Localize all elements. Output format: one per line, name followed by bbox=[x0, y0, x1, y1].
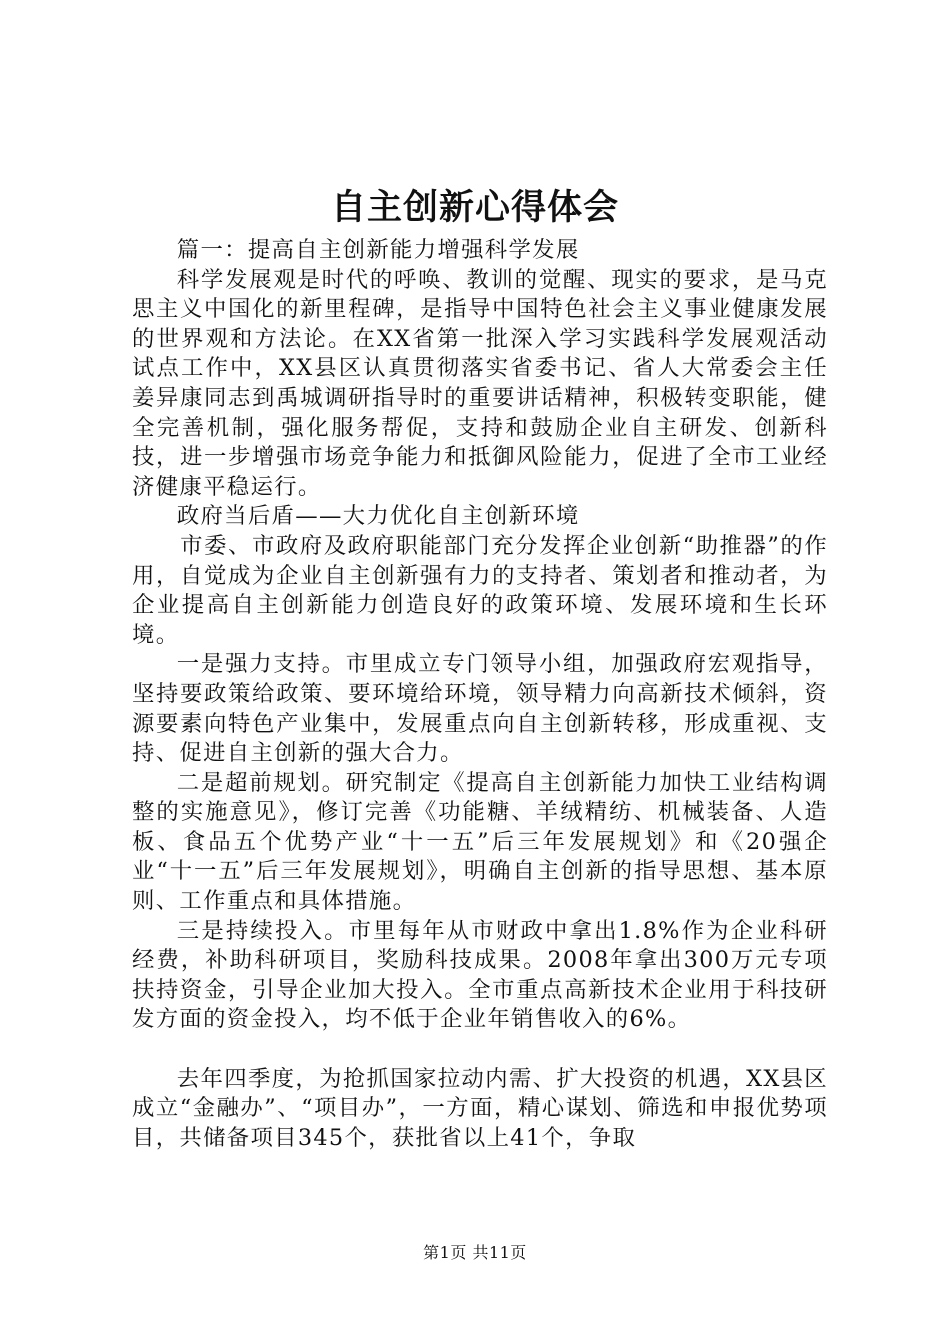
page-number-footer: 第1页 共11页 bbox=[423, 1243, 527, 1262]
document-body bbox=[132, 236, 828, 1153]
paragraph: 市委、市政府及政府职能部门充分发挥企业创新“助推器”的作用，自觉成为企业自主创新强有力的支持者、策划者和推动者，为企业提高自主创新能力创造良好的政策环境、发展环境和生长环境。 bbox=[132, 532, 828, 648]
document-title: 自主创新心得体会 bbox=[330, 187, 619, 228]
paragraph: 三是持续投入。市里每年从市财政中拿出1.8%作为企业科研经费，补助科研项目，奖励科技成果。2008年拿出300万元专项扶持资金，引导企业加大投入。全市重点高新技术企业用于科技研发方面的资金投入，均不低于企业年销售收入的6%。 bbox=[132, 917, 828, 1033]
subsection-heading: 政府当后盾——大力优化自主创新环境 bbox=[176, 503, 580, 530]
paragraph: 一是强力支持。市里成立专门领导小组，加强政府宏观指导，坚持要政策给政策、要环境给环境，领导精力向高新技术倾斜，资源要素向特色产业集中，发展重点向自主创新转移，形成重视、支持、促进自主创新的强大合力。 bbox=[132, 651, 828, 767]
section-heading: 篇一：提高自主创新能力增强科学发展 bbox=[176, 237, 580, 263]
paragraph: 科学发展观是时代的呼唤、教训的觉醒、现实的要求，是马克思主义中国化的新里程碑，是指导中国特色社会主义事业健康发展的世界观和方法论。在XX省第一批深入学习实践科学发展观活动试点工作中，XX县区认真贯彻落实省委书记、省人大常委会主任姜异康同志到禹城调研指导时的重要讲话精神，积极转变职能，健全完善机制，强化服务帮促，支持和鼓励企业自主研发、创新科技，进一步增强市场竞争能力和抵御风险能力，促进了全市工业经济健康平稳运行。 bbox=[132, 266, 828, 500]
paragraph-spacer bbox=[132, 1035, 828, 1065]
paragraph: 二是超前规划。研究制定《提高自主创新能力加快工业结构调整的实施意见》，修订完善《功能糖、羊绒精纺、机械装备、人造板、食品五个优势产业“十一五”后三年发展规划》和《20强企业“十一五”后三年发展规划》，明确自主创新的指导思想、基本原则、工作重点和具体措施。 bbox=[132, 769, 828, 915]
paragraph: 去年四季度，为抢抓国家拉动内需、扩大投资的机遇，XX县区成立“金融办”、“项目办”，一方面，精心谋划、筛选和申报优势项目，共储备项目345个，获批省以上41个，争取 bbox=[132, 1065, 828, 1151]
